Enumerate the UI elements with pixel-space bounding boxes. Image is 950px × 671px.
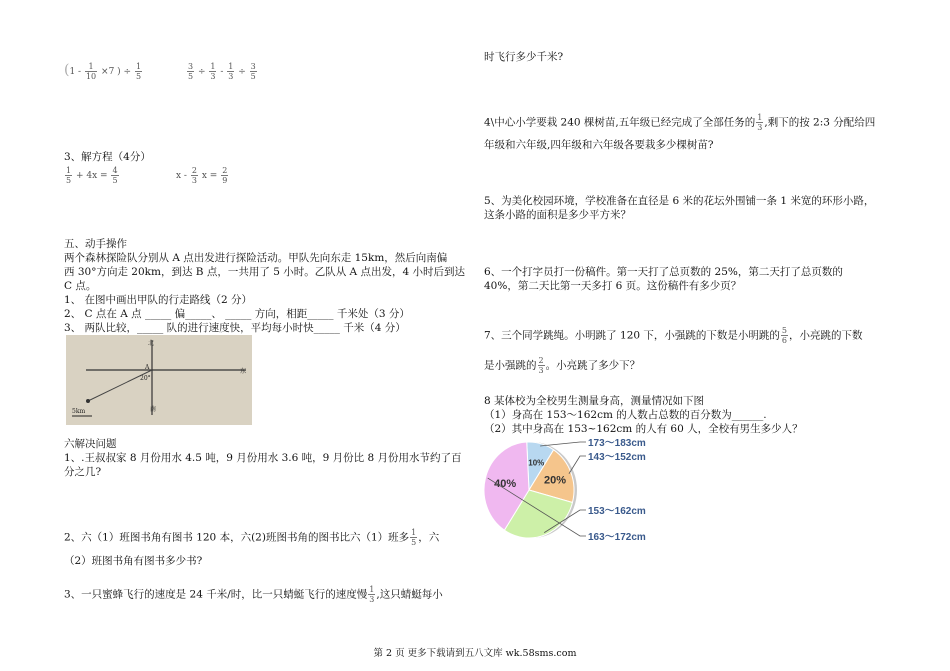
calc-expression-2: $\frac{3}{5}$ ÷ $\frac{1}{3}$ - $\frac{1}{3}$ ÷ $\frac{3}{5}$	[188, 62, 256, 81]
pie-category-label: 153～162cm	[588, 506, 646, 517]
q6-line-1: 6、一个打字员打一份稿件。第一天打了总页数的 25%，第二天打了总页数的	[484, 266, 843, 278]
section6-title: 六解决问题	[64, 438, 117, 450]
q3-line-1: 3、一只蜜蜂飞行的速度是 24 千米/时，比一只蜻蜓飞行的速度慢 $\frac{1}{3}$ ,这只蜻蜓每小	[64, 585, 443, 604]
q8-line-3: （2）其中身高在 153~162cm 的人有 60 人，全校有男生多少人？	[484, 423, 803, 435]
equation-2: x - $\frac{2}{3}$ x = $\frac{2}{9}$	[176, 166, 228, 185]
direction-map-photo	[66, 335, 252, 425]
section5-title: 五、动手操作	[64, 238, 127, 250]
s5-line-3: C 点。	[64, 280, 97, 292]
pie-percent-label: 20%	[544, 474, 567, 487]
s5-line-6: 3、 两队比较，_____ 队的进行速度快，平均每小时快_____ 千米（4 分）	[64, 322, 406, 334]
q1-line-2: 分之几?	[64, 466, 102, 478]
calc-expression-1: (1 - $\frac{1}{10}$ ×7 ) ÷ $\frac{1}{5}$	[64, 62, 142, 81]
q7-line-1: 7、三个同学跳绳。小明跳了 120 下，小强跳的下数是小明跳的 $\frac{5}{6}$ ，小亮跳的下数	[484, 326, 863, 345]
pie-percent-label: 40%	[494, 478, 517, 491]
s5-line-2: 西 30°方向走 20km，到达 B 点，一共用了 5 小时。乙队从 A 点出发，4 小时后到达	[64, 266, 465, 278]
map-east-label: 东	[240, 368, 247, 375]
equation-1: $\frac{1}{5}$ + 4x = $\frac{4}{5}$	[66, 166, 118, 185]
pie-leader-line	[540, 442, 586, 446]
q6-line-2: 40%，第二天比第一天多打 6 页。这份稿件有多少页？	[484, 280, 742, 292]
height-pie-chart	[480, 432, 680, 546]
map-north-label: 北	[148, 340, 155, 347]
q2-line-1: 2、六（1）班图书角有图书 120 本，六(2)班图书角的图书比六（1）班多 $\frac{1}{5}$ ，六	[64, 528, 440, 547]
pie-percent-label: 10%	[528, 458, 545, 468]
q4-line-2: 年级和六年级,四年级和六年级各要栽多少棵树苗?	[484, 139, 714, 151]
pie-category-label: 143～152cm	[588, 452, 646, 463]
map-south-label: 南	[150, 406, 157, 413]
q5-line-2: 这条小路的面积是多少平方米？	[484, 209, 631, 221]
pie-category-label: 163～172cm	[588, 532, 646, 543]
q8-line-1: 8 某体校为全校男生测量身高，测量情况如下图	[484, 395, 705, 407]
pie-category-label: 173～183cm	[588, 438, 646, 449]
q1-line-1: 1、.王叔叔家 8 月份用水 4.5 吨，9 月份用水 3.6 吨，9 月份比 8 月份用水节约了百	[64, 452, 462, 464]
page-footer: 第 2 页 更多下载请到五八文库 wk.58sms.com	[373, 648, 577, 659]
s5-line-4: 1、 在图中画出甲队的行走路线（2 分）	[64, 294, 253, 306]
q5-line-1: 5、为美化校园环境，学校准备在直径是 6 米的花坛外围铺一条 1 米宽的环形小路，	[484, 195, 875, 207]
map-scale-label: 5km	[72, 408, 86, 415]
map-point-a-label: A	[145, 364, 150, 371]
s5-line-1: 两个森林探险队分别从 A 点出发进行探险活动。甲队先向东走 15km，然后向南偏	[64, 252, 448, 264]
q4-line-1: 4\中心小学要栽 240 棵树苗,五年级已经完成了全部任务的 $\frac{1}{3}$ ,剩下的按 2:3 分配给四	[484, 113, 876, 132]
q8-line-2: （1）身高在 153～162cm 的人数占总数的百分数为______.	[484, 409, 767, 421]
direction-map	[66, 335, 252, 425]
map-angle-label: 20°	[140, 375, 151, 382]
q2-line-2: （2）班图书角有图书多少书?	[64, 555, 203, 567]
equation-section-title: 3、解方程（4分）	[64, 151, 151, 163]
q3-continuation: 时飞行多少千米?	[484, 51, 564, 63]
s5-line-5: 2、 C 点在 A 点 _____ 偏_____、 _____ 方向，相距_____ 千米处（3 分）	[64, 308, 410, 320]
q7-line-2: 是小强跳的 $\frac{2}{3}$ 。小亮跳了多少下？	[484, 356, 641, 375]
